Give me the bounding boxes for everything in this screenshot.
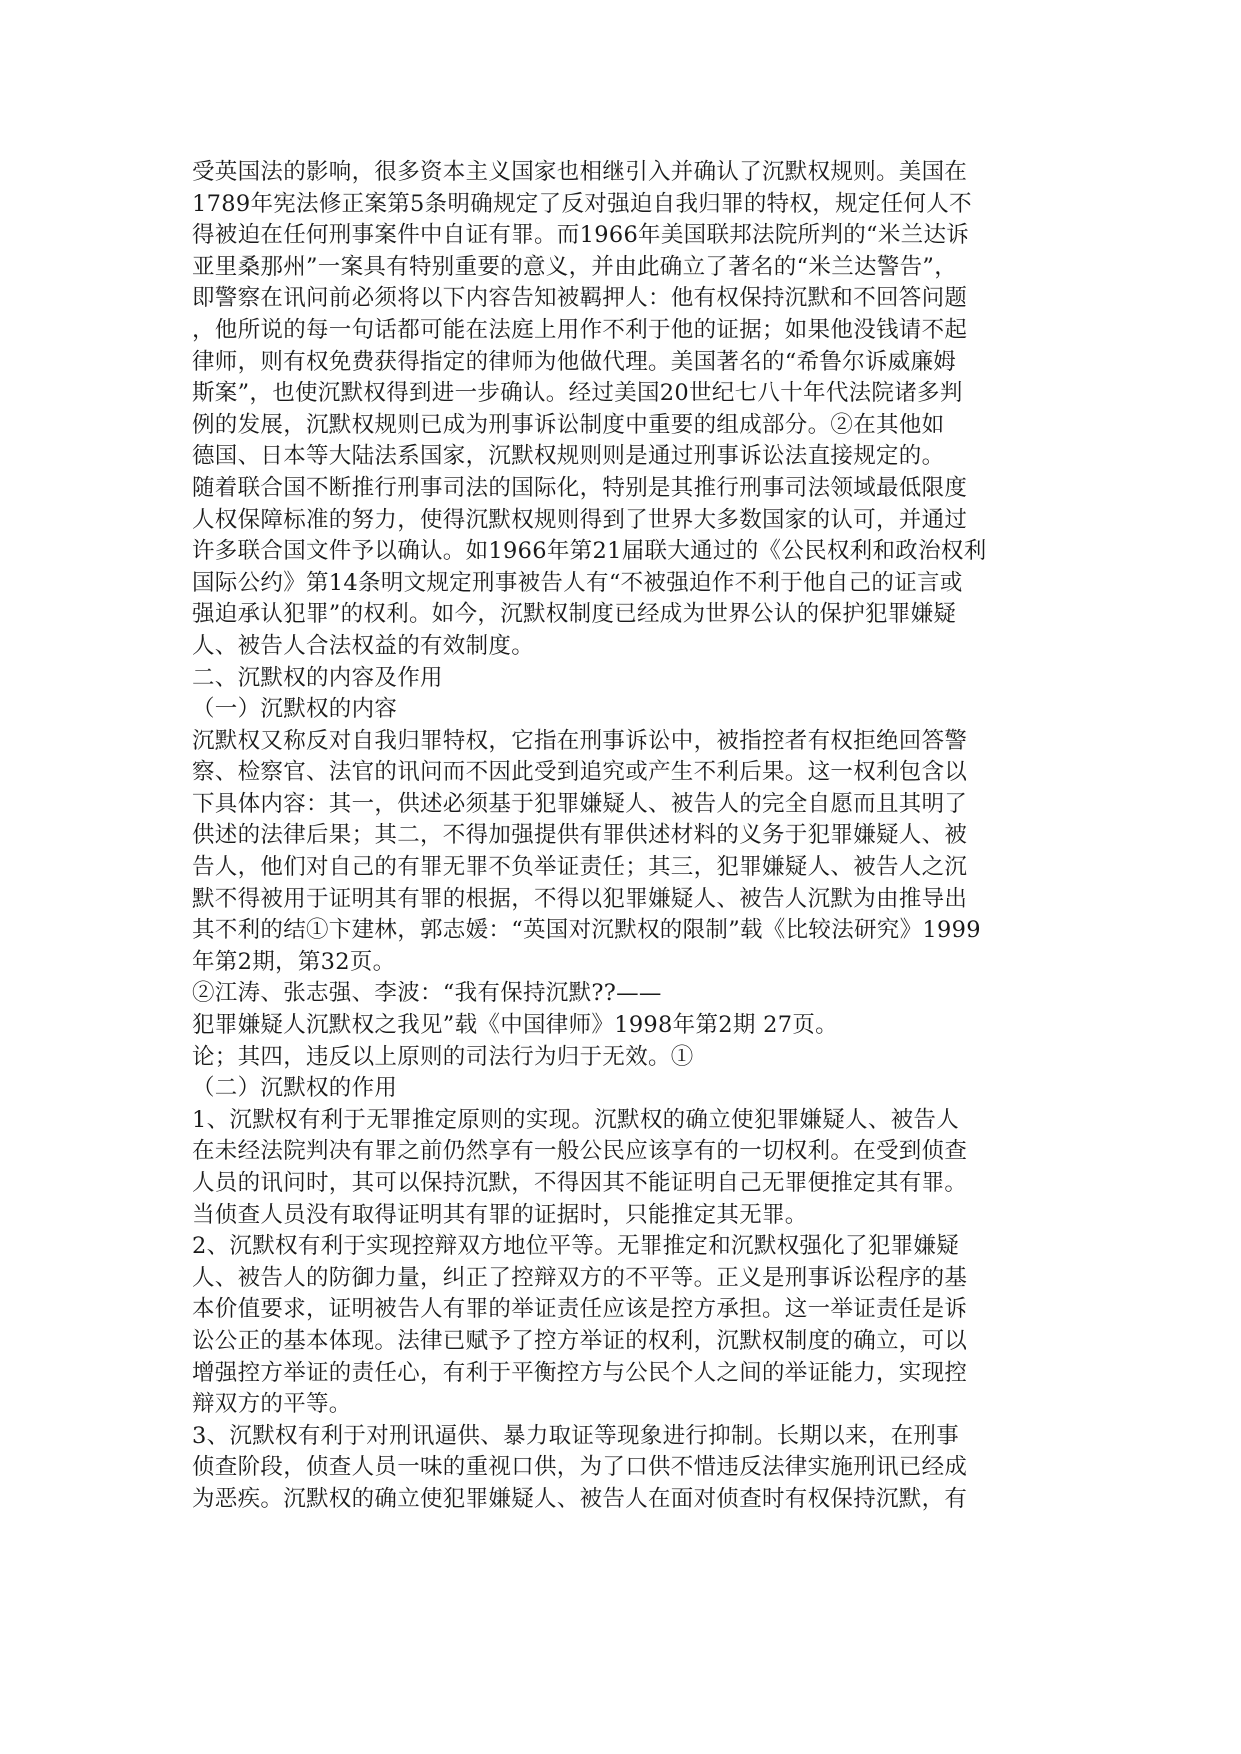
section-heading: 二、沉默权的内容及作用 bbox=[192, 664, 443, 691]
text-line: 告人，他们对自己的有罪无罪不负举证责任；其三，犯罪嫌疑人、被告人之沉 bbox=[192, 854, 968, 881]
text-line: 为恶疾。沉默权的确立使犯罪嫌疑人、被告人在面对侦查时有权保持沉默，有 bbox=[192, 1485, 968, 1512]
text-line: ，他所说的每一句话都可能在法庭上用作不利于他的证据；如果他没钱请不起 bbox=[192, 316, 968, 343]
text-line: 斯案”，也使沉默权得到进一步确认。经过美国20世纪七八十年代法院诸多判 bbox=[192, 380, 963, 407]
text-line: 当侦查人员没有取得证明其有罪的证据时，只能推定其无罪。 bbox=[192, 1201, 808, 1228]
text-line: 本价值要求，证明被告人有罪的举证责任应该是控方承担。这一举证责任是诉 bbox=[192, 1296, 968, 1323]
text-line: 强迫承认犯罪”的权利。如今，沉默权制度已经成为世界公认的保护犯罪嫌疑 bbox=[192, 601, 957, 628]
text-line: 下具体内容：其一，供述必须基于犯罪嫌疑人、被告人的完全自愿而且其明了 bbox=[192, 790, 968, 817]
text-line: 供述的法律后果；其二，不得加强提供有罪供述材料的义务于犯罪嫌疑人、被 bbox=[192, 822, 968, 849]
footnote-line: 犯罪嫌疑人沉默权之我见”载《中国律师》1998年第2期 27页。 bbox=[192, 1012, 838, 1039]
text-line: 得被迫在任何刑事案件中自证有罪。而1966年美国联邦法院所判的“米兰达诉 bbox=[192, 222, 970, 249]
text-line: 人权保障标准的努力，使得沉默权规则得到了世界大多数国家的认可，并通过 bbox=[192, 506, 968, 533]
text-line: 人、被告人合法权益的有效制度。 bbox=[192, 632, 535, 659]
text-line: 1、沉默权有利于无罪推定原则的实现。沉默权的确立使犯罪嫌疑人、被告人 bbox=[192, 1106, 960, 1133]
text-line: 增强控方举证的责任心，有利于平衡控方与公民个人之间的举证能力，实现控 bbox=[192, 1359, 968, 1386]
text-line: 沉默权又称反对自我归罪特权，它指在刑事诉讼中，被指控者有权拒绝回答警 bbox=[192, 727, 968, 754]
body-text bbox=[192, 157, 1052, 1516]
text-line: 2、沉默权有利于实现控辩双方地位平等。无罪推定和沉默权强化了犯罪嫌疑 bbox=[192, 1233, 960, 1260]
text-line: 在未经法院判决有罪之前仍然享有一般公民应该享有的一切权利。在受到侦查 bbox=[192, 1138, 968, 1165]
text-line: 默不得被用于证明其有罪的根据，不得以犯罪嫌疑人、被告人沉默为由推导出 bbox=[192, 885, 968, 912]
text-line: 讼公正的基本体现。法律已赋予了控方举证的权利，沉默权制度的确立，可以 bbox=[192, 1327, 968, 1354]
text-line: 辩双方的平等。 bbox=[192, 1391, 352, 1418]
text-line: 许多联合国文件予以确认。如1966年第21届联大通过的《公民权利和政治权利 bbox=[192, 538, 987, 565]
text-line: 人、被告人的防御力量，纠正了控辩双方的不平等。正义是刑事诉讼程序的基 bbox=[192, 1264, 968, 1291]
subsection-heading: （一）沉默权的内容 bbox=[192, 696, 398, 723]
text-line: 亚里桑那州”一案具有特别重要的意义，并由此确立了著名的“米兰达警告”， bbox=[192, 253, 958, 280]
text-line: 随着联合国不断推行刑事司法的国际化，特别是其推行刑事司法领域最低限度 bbox=[192, 474, 968, 501]
text-line: 人员的讯问时，其可以保持沉默，不得因其不能证明自己无罪便推定其有罪。 bbox=[192, 1170, 968, 1196]
footnote-line: 其不利的结①卞建林，郭志媛：“英国对沉默权的限制”载《比较法研究》1999 bbox=[192, 917, 981, 944]
text-line: 受英国法的影响，很多资本主义国家也相继引入并确认了沉默权规则。美国在 bbox=[192, 159, 968, 185]
text-line: 律师，则有权免费获得指定的律师为他做代理。美国著名的“希鲁尔诉威廉姆 bbox=[192, 348, 957, 375]
text-line: 论；其四，违反以上原则的司法行为归于无效。① bbox=[192, 1043, 694, 1070]
text-line: 察、检察官、法官的讯问而不因此受到追究或产生不利后果。这一权利包含以 bbox=[192, 759, 968, 786]
text-line: 例的发展，沉默权规则已成为刑事诉讼制度中重要的组成部分。②在其他如 bbox=[192, 411, 945, 438]
text-line: 即警察在讯问前必须将以下内容告知被羁押人：他有权保持沉默和不回答问题 bbox=[192, 285, 968, 312]
text-line: 1789年宪法修正案第5条明确规定了反对强迫自我归罪的特权，规定任何人不 bbox=[192, 190, 972, 217]
text-line: 3、沉默权有利于对刑讯逼供、暴力取证等现象进行抑制。长期以来，在刑事 bbox=[192, 1422, 960, 1449]
subsection-heading: （二）沉默权的作用 bbox=[192, 1075, 398, 1102]
text-line: 侦查阶段，侦查人员一味的重视口供，为了口供不惜违反法律实施刑讯已经成 bbox=[192, 1454, 968, 1481]
text-line: 德国、日本等大陆法系国家，沉默权规则则是通过刑事诉讼法直接规定的。 bbox=[192, 443, 945, 470]
footnote-line: 年第2期，第32页。 bbox=[192, 948, 396, 975]
text-line: 国际公约》第14条明文规定刑事被告人有“不被强迫作不利于他自己的证言或 bbox=[192, 569, 963, 596]
footnote-line: ②江涛、张志强、李波：“我有保持沉默??—— bbox=[192, 980, 662, 1007]
